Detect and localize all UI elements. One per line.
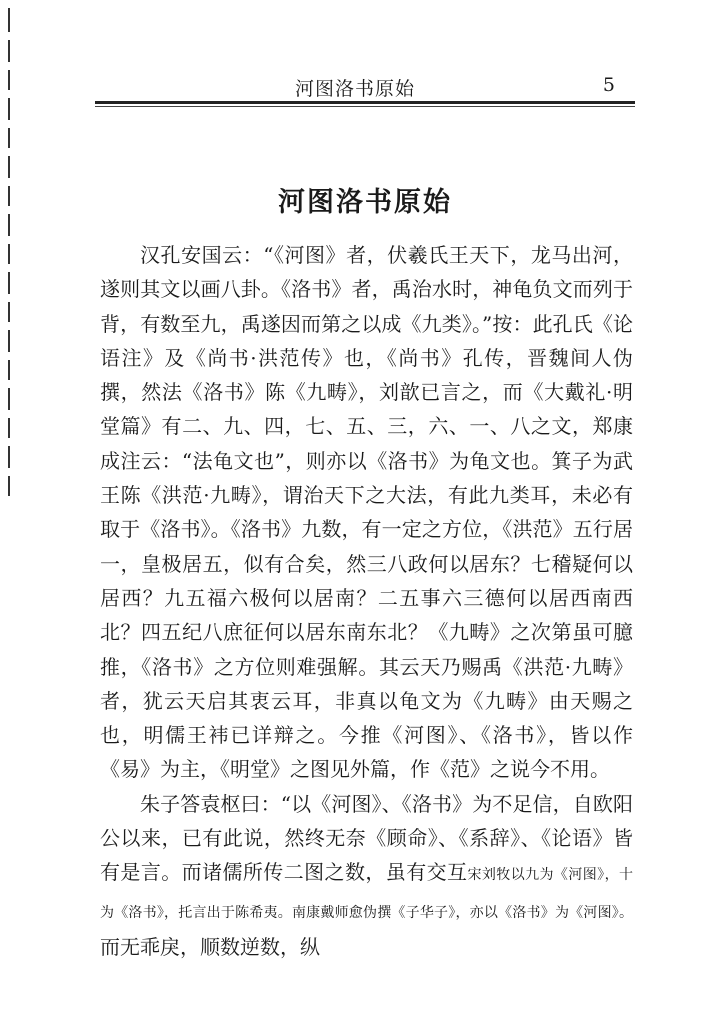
header-rule-thin xyxy=(95,106,635,107)
header-rule xyxy=(95,101,635,109)
binding-margin-marks xyxy=(8,0,12,520)
paragraph-2-end: 而无乖戾，顺数逆数，纵 xyxy=(100,934,320,959)
page-number: 5 xyxy=(602,74,615,96)
inline-note: 宋刘牧以九为《河图》，十为《洛书》，托言出于陈希夷。南康戴师愈伪撰《子华子》，亦以《洛书》为《河图》。 xyxy=(100,867,634,921)
running-header xyxy=(95,72,615,102)
paragraph-1: 汉孔安国云：“《河图》者，伏羲氏王天下，龙马出河，遂则其文以画八卦。《洛书》者，禹治水时，神龟负文而列于背，有数至九，禹遂因而第之以成《九类》。”按：此孔氏《论语注》及《尚书·洪范传》也，《尚书》孔传，晋魏间人伪撰，然法《洛书》陈《九畴》，刘歆已言之，而《大戴礼·明堂篇》有二、九、四，七、五、三，六、一、八之文，郑康成注云：“法龟文也”，则亦以《洛书》为龟文也。箕子为武王陈《洪范·九畴》，谓治天下之大法，有此九类耳，未必有取于《洛书》。《洛书》九数，有一定之方位，《洪范》五行居一，皇极居五，似有合矣，然三八政何以居东？七稽疑何以居西？九五福六极何以居南？二五事六三德何以居西南西北？四五纪八庶征何以居东南东北？《九畴》之次第虽可臆推，《洛书》之方位则难强解。其云天乃赐禹《洪范·九畴》者，犹云天启其衷云耳，非真以龟文为《九畴》由天赐之也，明儒王袆已详辩之。今推《河图》、《洛书》，皆以作《易》为主，《明堂》之图见外篇，作《范》之说今不用。 xyxy=(100,243,633,782)
header-rule-thick xyxy=(95,101,635,104)
chapter-title: 河图洛书原始 xyxy=(278,187,452,218)
paragraph-2-start: 朱子答袁枢曰：“以《河图》、《洛书》为不足信，自欧阳公以来，已有此说，然终无奈《顾命》、《系辞》、《论语》皆有是言。而诸儒所传二图之数，虽有交互 xyxy=(100,791,633,885)
running-title: 河图洛书原始 xyxy=(294,78,415,100)
body-text xyxy=(100,238,633,964)
paragraph-2 xyxy=(100,787,633,964)
